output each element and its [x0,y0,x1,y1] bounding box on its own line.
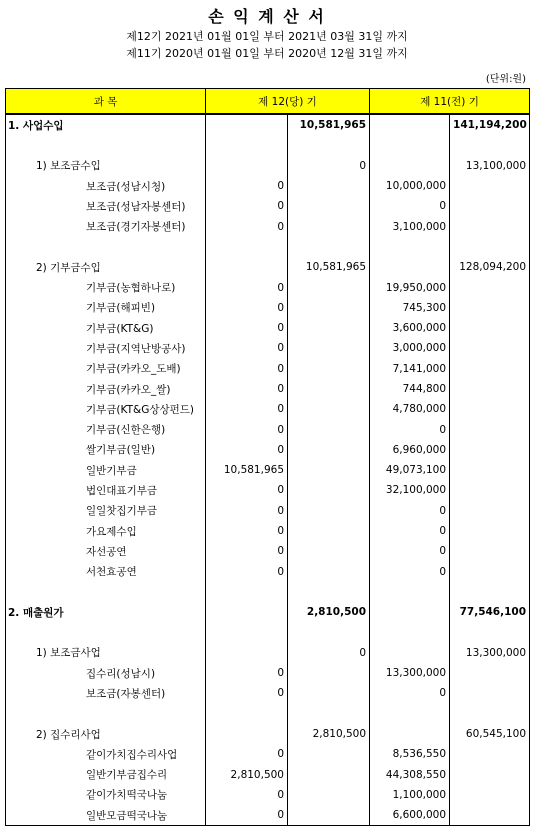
prior-total: 13,300,000 [450,643,530,663]
statement-title: 손 익 계 산 서 [208,7,326,26]
item-label: 보조금(자봉센터) [6,683,206,703]
spacer-row [6,582,530,602]
prior-detail: 6,600,000 [370,805,450,826]
prior-detail: 3,100,000 [370,216,450,236]
prior-total [450,582,530,602]
table-row [6,480,530,500]
item-label: 2) 기부금수입 [6,257,206,277]
current-total [288,277,370,297]
prior-detail [370,643,450,663]
prior-total: 60,545,100 [450,724,530,744]
current-total [288,318,370,338]
current-detail: 0 [206,501,288,521]
item-label: 자선공연 [6,541,206,561]
current-detail [206,602,288,622]
prior-detail [370,156,450,176]
current-detail: 0 [206,176,288,196]
current-total [288,196,370,216]
current-total [288,521,370,541]
current-total [288,338,370,358]
header-prior-period: 제 11(전) 기 [370,89,530,115]
item-label: 집수리(성남시) [6,663,206,683]
prior-total [450,704,530,724]
table-row [6,663,530,683]
item-label: 기부금(해피빈) [6,298,206,318]
item-label: 보조금(성남시청) [6,176,206,196]
current-detail [206,622,288,642]
current-total [288,765,370,785]
item-label: 일일찻집기부금 [6,501,206,521]
current-detail: 0 [206,399,288,419]
prior-detail [370,257,450,277]
prior-total: 128,094,200 [450,257,530,277]
current-detail: 0 [206,419,288,439]
table-row [6,724,530,744]
item-label: 1) 보조금사업 [6,643,206,663]
table-row [6,216,530,236]
table-row [6,765,530,785]
prior-total [450,663,530,683]
current-detail [206,257,288,277]
prior-total [450,176,530,196]
table-row [6,460,530,480]
prior-detail: 0 [370,562,450,582]
prior-detail: 3,000,000 [370,338,450,358]
current-detail [206,582,288,602]
prior-detail: 0 [370,541,450,561]
prior-total [450,196,530,216]
prior-total [450,765,530,785]
current-total: 2,810,500 [288,724,370,744]
item-label: 1. 사업수입 [6,114,206,135]
prior-detail: 0 [370,501,450,521]
prior-total [450,216,530,236]
item-label: 일반기부금 [6,460,206,480]
prior-total [450,541,530,561]
current-total: 0 [288,156,370,176]
table-row [6,257,530,277]
prior-detail [370,724,450,744]
spacer-row [6,622,530,642]
current-total [288,359,370,379]
current-total [288,298,370,318]
current-total [288,379,370,399]
current-total [288,480,370,500]
prior-total [450,237,530,257]
table-row [6,114,530,135]
current-total: 10,581,965 [288,114,370,135]
prior-total: 77,546,100 [450,602,530,622]
item-label: 2. 매출원가 [6,602,206,622]
table-row [6,176,530,196]
prior-total [450,683,530,703]
prior-detail [370,582,450,602]
current-total [288,440,370,460]
prior-total [450,440,530,460]
current-detail [206,237,288,257]
spacer-row [6,135,530,155]
table-row [6,419,530,439]
current-detail: 0 [206,480,288,500]
current-total [288,176,370,196]
item-label: 법인대표기부금 [6,480,206,500]
current-detail [206,114,288,135]
item-label [6,704,206,724]
prior-total [450,480,530,500]
current-total: 0 [288,643,370,663]
current-total [288,704,370,724]
prior-total [450,399,530,419]
table-body [6,114,530,826]
current-total [288,562,370,582]
table-row [6,196,530,216]
spacer-row [6,237,530,257]
header-item: 과 목 [6,89,206,115]
table-row [6,440,530,460]
header-current-period: 제 12(당) 기 [206,89,370,115]
table-row [6,399,530,419]
table-row [6,277,530,297]
prior-total [450,359,530,379]
table-row [6,521,530,541]
item-label: 기부금(농협하나로) [6,277,206,297]
current-detail: 0 [206,541,288,561]
prior-total [450,460,530,480]
current-detail: 0 [206,379,288,399]
current-detail [206,724,288,744]
prior-detail: 0 [370,196,450,216]
item-label: 쌀기부금(일반) [6,440,206,460]
current-detail: 0 [206,216,288,236]
current-detail [206,643,288,663]
prior-detail [370,602,450,622]
table-row [6,338,530,358]
item-label: 가요제수입 [6,521,206,541]
current-detail [206,135,288,155]
prior-detail: 44,308,550 [370,765,450,785]
table-row [6,744,530,764]
item-label: 일반모금떡국나눔 [6,805,206,826]
prior-detail [370,135,450,155]
current-detail: 0 [206,318,288,338]
item-label: 일반기부금집수리 [6,765,206,785]
prior-detail: 8,536,550 [370,744,450,764]
prior-detail: 0 [370,521,450,541]
prior-total [450,277,530,297]
table-row [6,298,530,318]
current-detail: 0 [206,521,288,541]
table-row [6,156,530,176]
current-detail: 0 [206,440,288,460]
prior-total [450,805,530,826]
current-detail: 0 [206,196,288,216]
current-total [288,419,370,439]
current-total [288,744,370,764]
item-label: 기부금(지역난방공사) [6,338,206,358]
prior-detail: 3,600,000 [370,318,450,338]
table-row [6,379,530,399]
prior-detail: 32,100,000 [370,480,450,500]
item-label: 기부금(신한은행) [6,419,206,439]
prior-total [450,338,530,358]
table-row [6,683,530,703]
current-total [288,663,370,683]
item-label: 보조금(경기자봉센터) [6,216,206,236]
prior-detail: 744,800 [370,379,450,399]
prior-detail: 0 [370,683,450,703]
current-period: 제12기 2021년 01월 01일 부터 2021년 03월 31일 까지 [126,30,408,43]
item-label: 같이가치떡국나눔 [6,785,206,805]
current-total [288,541,370,561]
current-total [288,501,370,521]
prior-total [450,521,530,541]
table-row [6,602,530,622]
prior-period: 제11기 2020년 01월 01일 부터 2020년 12월 31일 까지 [126,47,408,60]
current-detail: 0 [206,785,288,805]
prior-total [450,419,530,439]
prior-total: 141,194,200 [450,114,530,135]
current-detail [206,704,288,724]
prior-detail: 4,780,000 [370,399,450,419]
item-label [6,135,206,155]
current-detail: 0 [206,663,288,683]
current-detail: 0 [206,562,288,582]
prior-detail: 6,960,000 [370,440,450,460]
current-detail: 0 [206,805,288,826]
table-row [6,359,530,379]
item-label: 기부금(카카오_도배) [6,359,206,379]
prior-total: 13,100,000 [450,156,530,176]
current-total [288,460,370,480]
prior-detail: 19,950,000 [370,277,450,297]
prior-total [450,744,530,764]
current-total [288,135,370,155]
current-detail: 2,810,500 [206,765,288,785]
table-row [6,805,530,826]
prior-total [450,622,530,642]
table-row [6,562,530,582]
current-detail: 10,581,965 [206,460,288,480]
current-total [288,785,370,805]
item-label: 보조금(성남자봉센터) [6,196,206,216]
item-label: 2) 집수리사업 [6,724,206,744]
prior-detail: 10,000,000 [370,176,450,196]
item-label [6,582,206,602]
prior-detail: 1,100,000 [370,785,450,805]
current-total [288,582,370,602]
item-label: 1) 보조금수입 [6,156,206,176]
current-total [288,622,370,642]
table-header-row [6,89,530,115]
prior-total [450,562,530,582]
spacer-row [6,704,530,724]
current-detail [206,156,288,176]
prior-detail [370,114,450,135]
current-total [288,399,370,419]
prior-total [450,379,530,399]
item-label: 서천효공연 [6,562,206,582]
item-label: 같이가치집수리사업 [6,744,206,764]
current-total [288,237,370,257]
current-detail: 0 [206,277,288,297]
item-label [6,622,206,642]
current-total [288,805,370,826]
current-detail: 0 [206,744,288,764]
prior-detail [370,704,450,724]
item-label: 기부금(KT&G상상펀드) [6,399,206,419]
item-label: 기부금(카카오_쌀) [6,379,206,399]
income-statement-table [5,88,530,826]
prior-total [450,501,530,521]
prior-detail: 745,300 [370,298,450,318]
item-label [6,237,206,257]
table-row [6,541,530,561]
current-total: 10,581,965 [288,257,370,277]
prior-detail: 0 [370,419,450,439]
prior-detail: 7,141,000 [370,359,450,379]
current-detail: 0 [206,298,288,318]
prior-total [450,135,530,155]
current-detail: 0 [206,338,288,358]
table-row [6,318,530,338]
prior-total [450,318,530,338]
current-detail: 0 [206,683,288,703]
prior-detail [370,622,450,642]
prior-total [450,298,530,318]
current-detail: 0 [206,359,288,379]
table-row [6,785,530,805]
prior-detail: 49,073,100 [370,460,450,480]
unit-label: (단위:원) [485,74,526,85]
current-total: 2,810,500 [288,602,370,622]
item-label: 기부금(KT&G) [6,318,206,338]
table-row [6,643,530,663]
table-row [6,501,530,521]
prior-detail: 13,300,000 [370,663,450,683]
prior-total [450,785,530,805]
prior-detail [370,237,450,257]
current-total [288,216,370,236]
current-total [288,683,370,703]
